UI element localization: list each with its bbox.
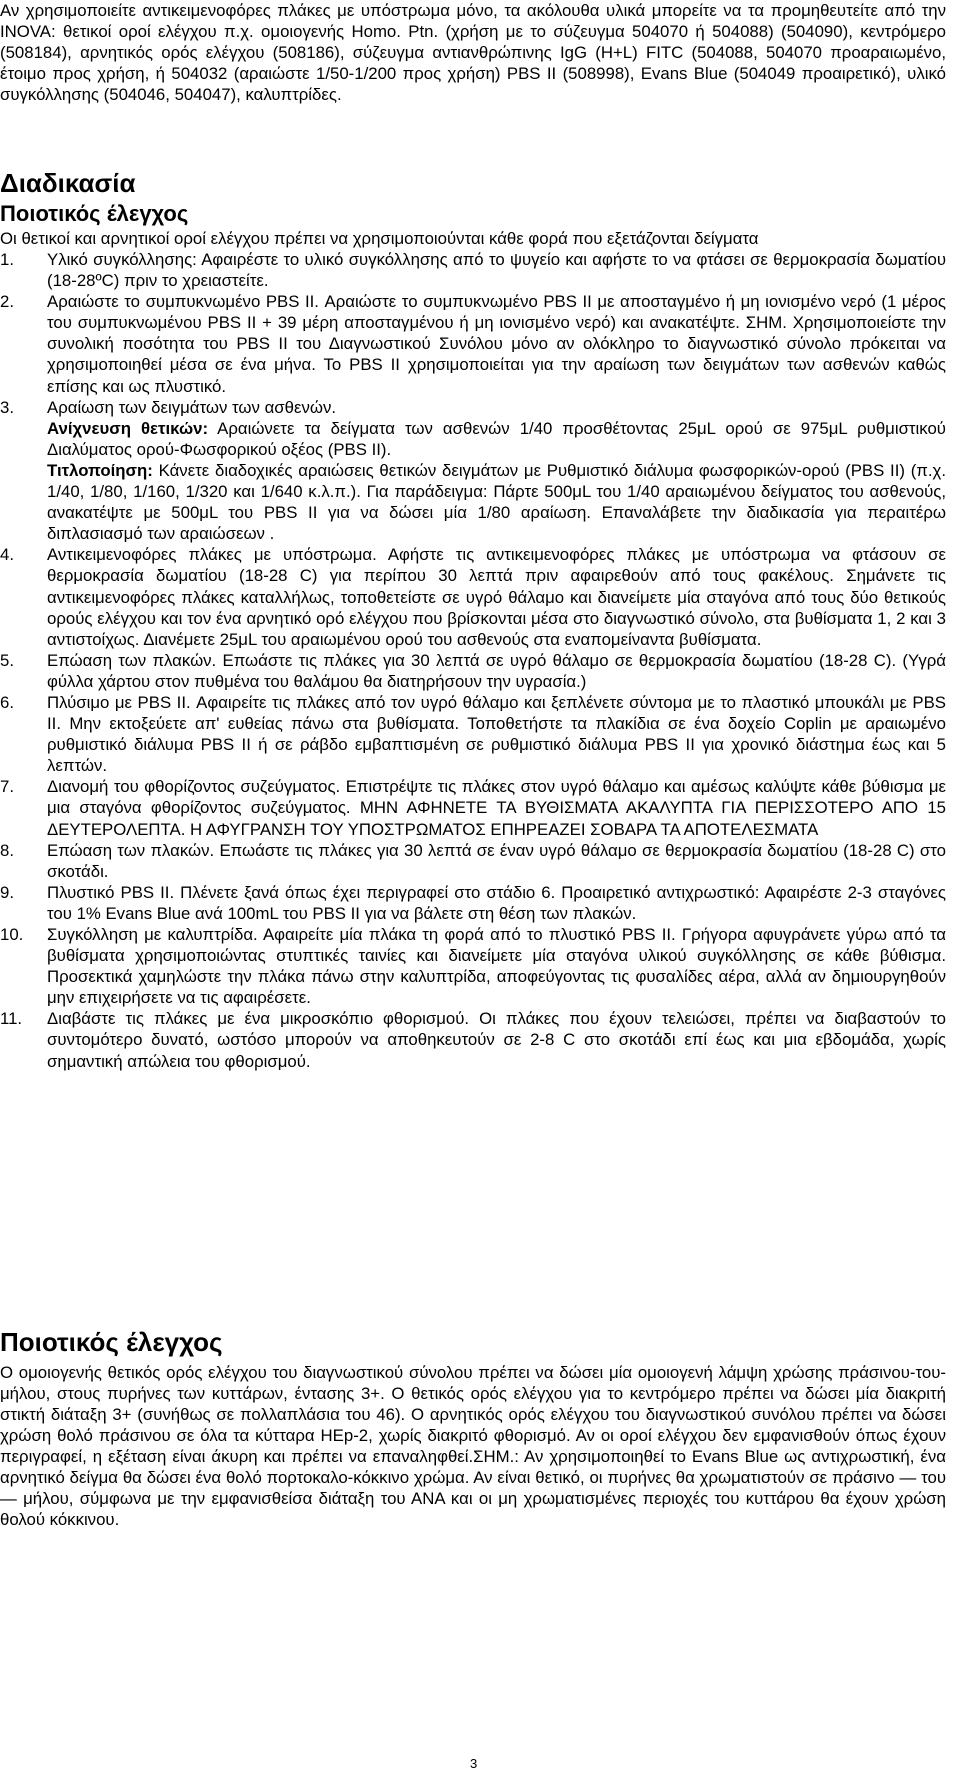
step-2 xyxy=(0,291,946,396)
detect-paragraph xyxy=(47,418,946,460)
step-8 xyxy=(0,840,946,882)
step-number: 9. xyxy=(0,882,14,902)
step-text: Επώαση των πλακών. Επωάστε τις πλάκες για 30 λεπτά σε υγρό θάλαμο σε θερμοκρασία δωματίου (18-28 C). (Υγρά φύλλα χάρτου στον πυθμένα του θαλάμου θα διατηρήσουν την υγρασία.) xyxy=(47,650,946,691)
step-7 xyxy=(0,776,946,839)
titer-paragraph xyxy=(47,460,946,544)
step-number: 8. xyxy=(0,840,14,860)
step-number: 3. xyxy=(0,397,14,417)
step-3 xyxy=(0,397,946,545)
step-text: Διανομή του φθορίζοντος συζεύγματος. Επιστρέψτε τις πλάκες στον υγρό θάλαμο και αμέσως καλύψτε κάθε βύθισμα με μια σταγόνα φθορίζοντος συζεύγματος. ΜΗΝ ΑΦΗΝΕΤΕ ΤΑ ΒΥΘΙΣΜΑΤΑ ΑΚΑΛΥΠΤΑ ΓΙΑ ΠΕΡΙΣΣΟΤΕΡΟ ΑΠΟ 15 ΔΕΥΤΕΡΟΛΕΠΤΑ. Η ΑΦΥΓΡΑΝΣΗ ΤΟΥ ΥΠΟΣΤΡΩΜΑΤΟΣ ΕΠΗΡΕΑΖΕΙ ΣΟΒΑΡΑ ΤΑ ΑΠΟΤΕΛΕΣΜΑΤΑ xyxy=(47,777,946,839)
step-5 xyxy=(0,650,946,692)
step-4 xyxy=(0,544,946,649)
step-number: 4. xyxy=(0,545,14,565)
step-1 xyxy=(0,249,946,291)
detect-label: Ανίχνευση θετικών: xyxy=(47,418,209,438)
step-number: 1. xyxy=(0,250,14,269)
procedure-steps xyxy=(0,249,946,1072)
qc-text: Ο ομοιογενής θετικός ορός ελέγχου του διαγνωστικού σύνολου πρέπει να δώσει μία ομοιογενή λάμψη χρώσης πράσινου-του-μήλου, στους πυρήνες των κυττάρων, έντασης 3+. Ο θετικός ορός ελέγχου για το κεντρόμερο πρέπει να δώσει μία διακριτή στικτή διάταξη 3+ (συνήθως σε πολλαπλάσια του 46). Ο αρνητικός ορός ελέγχου του διαγνωστικού συνόλου πρέπει να δώσει χρώση θολό πράσινου σε όλα τα κύτταρα ΗΕp-2, χωρίς διακριτό φθορισμό. Αν οι οροί ελέγχου δεν εμφανισθούν όπως έχουν περιγραφεί, η εξέταση είναι άκυρη και πρέπει να επαναληφθεί.ΣΗΜ.: Αν χρησιμοποιηθεί το Evans Blue ως αντιχρωστική, ένα αρνητικό δείγμα θα δώσει ένα θολό πορτοκαλο-κόκκινο χρώμα. Αν είναι θετικό, οι πυρήνες θα χρωματιστούν σε πράσινο — του — μήλου, σύμφωνα με την εμφανισθείσα διάταξη του ΑΝΑ και οι μη χρωματισμένες περιοχές του κυττάρου θα έχουν χρώση θολού κόκκινου. xyxy=(0,1363,946,1529)
step-9 xyxy=(0,882,946,924)
titer-label: Τιτλοποίηση: xyxy=(47,460,153,480)
detect-text: Αραιώνετε τα δείγματα των ασθενών 1/40 προσθέτοντας 25μL ορού σε 975μL ρυθμιστικού Διαλύματος ορού-Φωσφορικού οξέος (PBS II). xyxy=(47,418,946,459)
step-text: Αραιώστε το συμπυκνωμένο PBS II. Αραιώστε το συμπυκνωμένο PBS II με αποσταγμένο ή μη ιονισμένο νερό (1 μέρος του συμπυκνωμένου PBS II + 39 μέρη αποσταγμένου ή μη ιονισμένο νερό) και ανακατέψτε. ΣΗΜ. Χρησιμοποιείστε την συνολική ποσότητα του PBS II του Διαγνωστικού Συνόλου μόνο αν ολόκληρο το διαγνωστικό σύνολο πρόκειται να χρησιμοποιηθεί μέσα σε ένα μήνα. Το PBS II χρησιμοποιείται για την αραίωση των δειγμάτων των ασθενών καθώς επίσης και ως πλυστικό. xyxy=(47,292,946,396)
qc-note-text: Οι θετικοί και αρνητικοί οροί ελέγχου πρέπει να χρησιμοποιούνται κάθε φορά που εξετάζονται δείγματα xyxy=(0,229,759,248)
intro-text: Αν χρησιμοποιείτε αντικειμενοφόρες πλάκες με υπόστρωμα μόνο, τα ακόλουθα υλικά μπορείτε να τα προμηθευτείτε από την INOVA: θετικοί οροί ελέγχου π.χ. ομοιογενής Homo. Ptn. (χρήση με το σύζευγμα 504070 ή 504088) (504090), κεντρόμερο (508184), αρνητικός ορός ελέγχου (508186), σύζευγμα αντιανθρώπινης IgG (H+L) FITC (504088, 504070 προαραιωμένο, έτοιμο προς χρήση, ή 504032 (αραιώστε 1/50-1/200 προς χρήση) PBS II (508998), Evans Blue (504049 προαιρετικό), υλικό συγκόλλησης (504046, 504047), καλυπτρίδες. xyxy=(0,1,946,104)
step-text: Πλύσιμο με PBS II. Αφαιρείτε τις πλάκες από τον υγρό θάλαμο και ξεπλένετε σύντομα με το πλαστικό μπουκάλι με PBS II. Μην εκτοξεύετε απ' ευθείας πάνω στα βυθίσματα. Τοποθετήστε τα πλακίδια σε ένα δοχείο Coplin με αραιωμένο ρυθμιστικό διάλυμα PBS II ή σε ράβδο εμβαπτισμένη σε ρυθμιστικό διάλυμα PBS II για χρονικό διάστημα έως και 5 λεπτών. xyxy=(47,692,946,776)
step-number: 5. xyxy=(0,650,14,670)
titer-text: Κάνετε διαδοχικές αραιώσεις θετικών δειγμάτων με Ρυθμιστικό διάλυμα φωσφορικών-ορού (PBS II) (π.χ. 1/40, 1/80, 1/160, 1/320 και 1/640 κ.λ.π.). Για παράδειγμα: Πάρτε 500μL του 1/40 αραιωμένου δείγματος του ασθενούς, ανακατέψτε με 500μL του PBS II για να δώσει μία 1/80 αραίωση. Επαναλάβετε την διαδικασία για περαιτέρω διπλασιασμό των αραιώσεων . xyxy=(47,460,946,544)
page-number: 3 xyxy=(470,1756,478,1771)
step-text: Πλυστικό PBS II. Πλένετε ξανά όπως έχει περιγραφεί στο στάδιο 6. Προαιρετικό αντιχρωστικό: Αφαιρέστε 2-3 σταγόνες του 1% Evans Blue ανά 100mL του PBS II για να βάλετε στη θέση των πλακών. xyxy=(47,882,946,923)
qc-paragraph xyxy=(0,1362,946,1530)
step-6 xyxy=(0,692,946,776)
step-text: Διαβάστε τις πλάκες με ένα μικροσκόπιο φθορισμού. Οι πλάκες που έχουν τελειώσει, πρέπει να διαβαστούν το συντομότερο δυνατό, ωστόσο μπορούν να αποθηκευτούν σε 2-8 C στο σκοτάδι επί έως και μια εβδομάδα, χωρίς σημαντική απώλεια του φθορισμού. xyxy=(47,1009,946,1071)
step-text: Αντικειμενοφόρες πλάκες με υπόστρωμα. Αφήστε τις αντικειμενοφόρες πλάκες με υπόστρωμα να φτάσουν σε θερμοκρασία δωματίου (18-28 C) για περίπου 30 λεπτά πριν αφαιρεθούν από τους φακέλους. Σημάνετε τις αντικειμενοφόρες πλάκες καταλλήλως, τοποθετείστε σε υγρό θάλαμο και διανείμετε μία σταγόνα από τους δύο θετικούς ορούς ελέγχου και τον ένα αρνητικό ορό ελέγχου που βρίσκονται μέσα στο διαγνωστικό σύνολο, στα βυθίσματα 1, 2 και 3 αντιστοίχως. Διανέμετε 25μL του αραιωμένου ορού του ασθενούς στα εναπομείναντα βυθίσματα. xyxy=(47,545,946,649)
qc-subheading: Ποιοτικός έλεγχος xyxy=(0,201,189,226)
qc-heading: Ποιοτικός έλεγχος xyxy=(0,1327,223,1357)
step-number: 2. xyxy=(0,292,14,312)
step-text: Αραίωση των δειγμάτων των ασθενών. xyxy=(47,397,336,417)
step-text: Συγκόλληση με καλυπτρίδα. Αφαιρείτε μία πλάκα τη φορά από το πλυστικό PBS II. Γρήγορα αφυγράνετε γύρω από τα βυθίσματα χρησιμοποιώντας στυπτικές ταινίες και διανείμετε μία σταγόνα υλικού συγκόλλησης σε κάθε βύθισμα. Προσεκτικά χαμηλώστε την πλάκα πάνω στην καλυπτρίδα, αποφεύγοντας τις φυσαλίδες αέρα, αλλά αν δημιουργηθούν μην επιχειρήσετε να τις αφαιρέσετε. xyxy=(47,925,946,1008)
step-number: 6. xyxy=(0,692,14,712)
step-number: 10. xyxy=(0,925,24,944)
step-number: 7. xyxy=(0,777,14,797)
intro-paragraph xyxy=(0,0,946,105)
qc-note xyxy=(0,228,946,249)
step-number: 11. xyxy=(0,1009,23,1029)
step-text: Επώαση των πλακών. Επωάστε τις πλάκες για 30 λεπτά σε έναν υγρό θάλαμο σε θερμοκρασία δωματίου (18-28 C) στο σκοτάδι. xyxy=(47,840,946,881)
step-11 xyxy=(0,1008,946,1071)
step-text: Υλικό συγκόλλησης: Αφαιρέστε το υλικό συγκόλλησης από το ψυγείο και αφήστε το να φτάσει σε θερμοκρασία δωματίου (18-28ºC) πριν το χρειαστείτε. xyxy=(47,250,946,291)
procedure-heading: Διαδικασία xyxy=(0,168,136,198)
step-10 xyxy=(0,924,946,1008)
